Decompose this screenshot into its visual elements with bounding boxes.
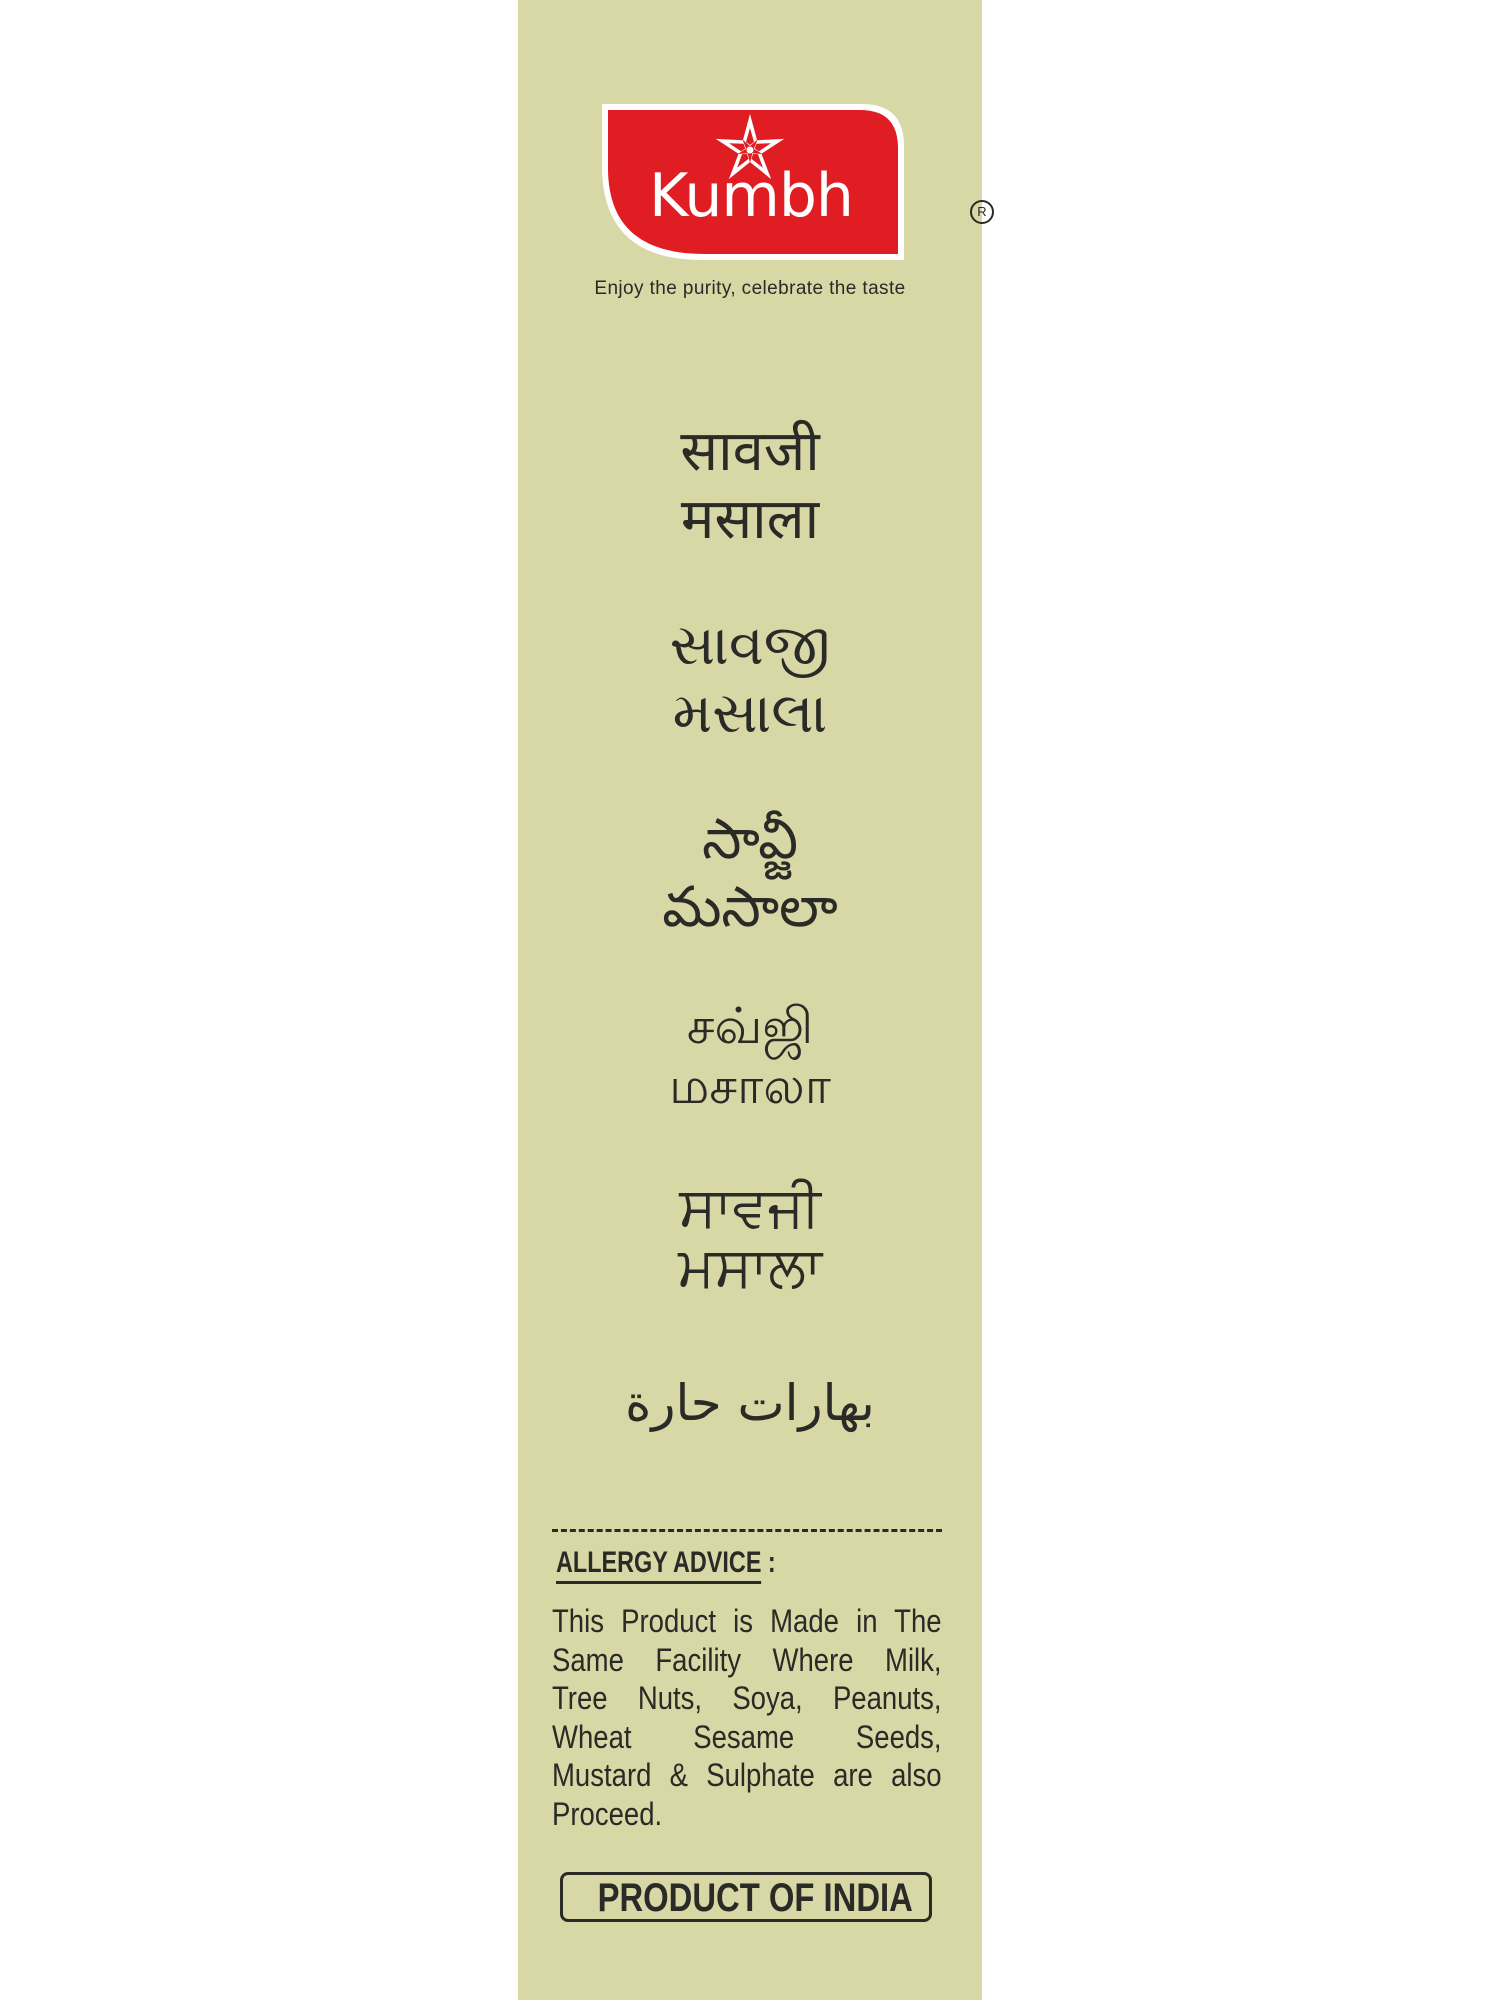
product-name-line: சவ்ஜி <box>686 997 814 1055</box>
brand-tagline: Enjoy the purity, celebrate the taste <box>594 278 906 299</box>
product-name-line: ਸਾਵਜੀ <box>679 1175 821 1240</box>
product-name-line: મસાલા <box>672 681 828 746</box>
allergy-line: Tree Nuts, Soya, Peanuts, <box>552 1680 942 1716</box>
allergy-title-colon: : <box>761 1546 776 1579</box>
dashed-divider <box>552 1529 942 1532</box>
product-origin-badge <box>560 1872 932 1922</box>
product-name-line: மசாலா <box>669 1057 831 1115</box>
product-name-line: સાવજી <box>669 613 831 678</box>
product-name-line: సావ్జీ <box>702 807 798 872</box>
brand-name: Kumbh <box>649 161 853 231</box>
allergy-line: Proceed. <box>552 1795 663 1832</box>
product-name-line: मसाला <box>680 487 820 552</box>
allergy-advice-title <box>556 1546 776 1580</box>
product-origin-text: PRODUCT OF INDIA <box>597 1876 913 1920</box>
product-name-tamil <box>518 996 982 1116</box>
allergy-line: This Product is Made in The <box>552 1603 942 1639</box>
product-name-arabic: بهارات حارة <box>625 1374 875 1432</box>
allergy-line: Same Facility Where Milk, <box>552 1641 942 1678</box>
product-name-telugu <box>518 806 982 942</box>
allergy-line: Wheat Sesame Seeds, <box>552 1718 942 1755</box>
product-name-line: మసాలా <box>662 875 838 940</box>
product-name-line: ਮਸਾਲਾ <box>677 1235 823 1300</box>
product-name-gujarati <box>518 612 982 748</box>
registered-mark-icon: R <box>970 200 994 224</box>
allergy-line: Mustard & Sulphate are also <box>552 1757 942 1793</box>
package-side-panel <box>518 0 987 2000</box>
product-name-line: सावजी <box>680 419 820 484</box>
product-name-hindi <box>518 418 982 554</box>
allergy-title-text: ALLERGY ADVICE <box>556 1546 761 1584</box>
brand-logo <box>592 96 987 266</box>
product-name-punjabi <box>518 1175 982 1300</box>
allergy-advice-text <box>552 1602 942 1833</box>
